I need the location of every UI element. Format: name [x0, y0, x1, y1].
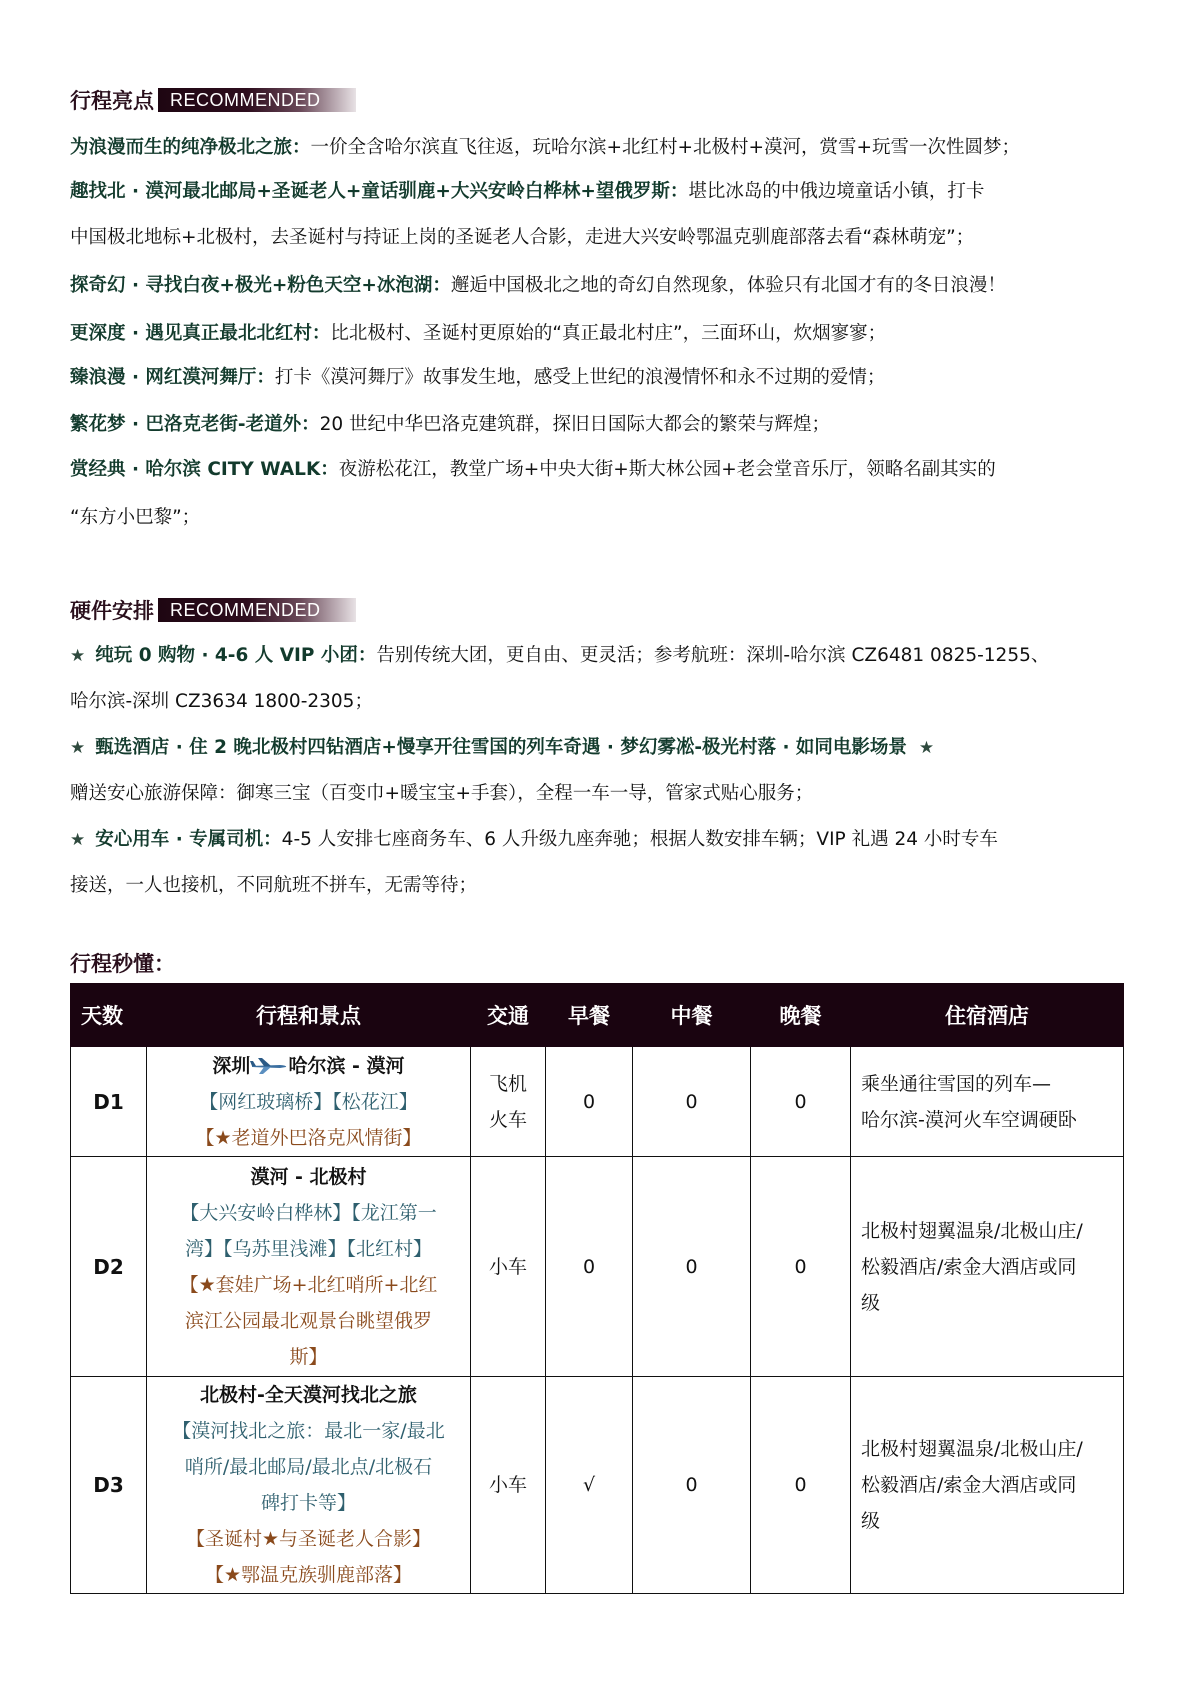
spot-list: 【圣诞村★与圣诞老人合影】: [185, 1528, 432, 1550]
star-icon: ★: [70, 646, 86, 666]
route-cell: [147, 1157, 471, 1377]
transport-cell: 飞机 火车: [471, 1047, 546, 1157]
hotel-cell: 乘坐通往雪国的列车— 哈尔滨-漠河火车空调硬卧: [851, 1047, 1124, 1157]
spot-list: 【网红玻璃桥】【松花江】: [199, 1090, 418, 1113]
spot-list: 【漠河找北之旅：最北一家/最北: [172, 1420, 445, 1442]
spot-list: 湾】【乌苏里浅滩】【北红村】: [184, 1237, 432, 1260]
highlight-item: 更深度 · 遇见真正最北北红村：比北极村、圣诞村更原始的“真正最北村庄”，三面环山，炊烟寥寥；: [70, 323, 887, 344]
highlight-item: 趣找北 · 漠河最北邮局+圣诞老人+童话驯鹿+大兴安岭白桦林+望俄罗斯：堪比冰岛的中俄边境童话小镇，打卡: [70, 181, 985, 202]
highlight-item: 探奇幻 · 寻找白夜+极光+粉色天空+冰泡湖：邂逅中国极北之地的奇幻自然现象，体验只有北国才有的冬日浪漫！: [70, 275, 1006, 296]
spot-list: 【★套娃广场+北红哨所+北红: [179, 1273, 438, 1296]
header-route: 行程和景点: [147, 984, 471, 1047]
dinner-cell: 0: [751, 1157, 851, 1377]
transport-cell: 小车: [471, 1377, 546, 1594]
hardware-item: ★ 甄选酒店 · 住 2 晚北极村四钻酒店+慢享开往雪国的列车奇遇 · 梦幻雾凇-极光村落 · 如同电影场景 ★: [70, 737, 935, 758]
spot-list: 滨江公园最北观景台眺望俄罗: [184, 1309, 432, 1332]
highlights-header: [70, 85, 356, 115]
hardware-item-cont: 赠送安心旅游保障：御寒三宝（百变巾+暖宝宝+手套），全程一车一导，管家式贴心服务；: [70, 783, 814, 804]
highlight-item-cont: 中国极北地标+北极村，去圣诞村与持证上岗的圣诞老人合影，走进大兴安岭鄂温克驯鹿部落去看“森林萌宠”；: [70, 227, 975, 248]
hardware-item-cont: 接送，一人也接机，不同航班不拼车，无需等待；: [70, 875, 478, 896]
spot-list: 哨所/最北邮局/最北点/北极石: [184, 1456, 433, 1478]
dinner-cell: 0: [751, 1377, 851, 1594]
highlight-item: 繁花梦 · 巴洛克老街-老道外：20 世纪中华巴洛克建筑群，探旧日国际大都会的繁荣与辉煌；: [70, 414, 831, 435]
route-cell: [147, 1377, 471, 1594]
recommended-tag: RECOMMENDED: [158, 88, 356, 112]
spot-list: 【★鄂温克族驯鹿部落】: [204, 1564, 413, 1586]
highlight-item: 臻浪漫 · 网红漠河舞厅：打卡《漠河舞厅》故事发生地，感受上世纪的浪漫情怀和永不过期的爱情；: [70, 367, 886, 388]
hotel-cell: 北极村翅翼温泉/北极山庄/ 松毅酒店/索金大酒店或同 级: [851, 1157, 1124, 1377]
airplane-icon: [250, 1057, 288, 1075]
spot-list: 斯】: [289, 1345, 328, 1368]
breakfast-cell: √: [546, 1377, 633, 1594]
table-header-row: [71, 984, 1124, 1047]
breakfast-cell: 0: [546, 1157, 633, 1377]
header-breakfast: 早餐: [546, 984, 633, 1047]
lunch-cell: 0: [633, 1377, 751, 1594]
highlight-item: 为浪漫而生的纯净极北之旅：一价全含哈尔滨直飞往返，玩哈尔滨+北红村+北极村+漠河，赏雪+玩雪一次性圆梦；: [70, 137, 1021, 158]
schedule-table: [70, 983, 1124, 1594]
dinner-cell: 0: [751, 1047, 851, 1157]
star-icon: ★: [918, 738, 935, 758]
day-cell: D1: [71, 1047, 147, 1157]
header-hotel: 住宿酒店: [851, 984, 1124, 1047]
spot-list: 【大兴安岭白桦林】【龙江第一: [180, 1201, 437, 1224]
highlight-item: 赏经典 · 哈尔滨 CITY WALK：夜游松花江，教堂广场+中央大街+斯大林公园+老会堂音乐厅，领略名副其实的: [70, 459, 996, 480]
day-cell: D2: [71, 1157, 147, 1377]
transport-cell: 小车: [471, 1157, 546, 1377]
day-cell: D3: [71, 1377, 147, 1594]
star-icon: ★: [70, 738, 86, 758]
hardware-item: ★ 安心用车 · 专属司机：4-5 人安排七座商务车、6 人升级九座奔驰；根据人数安排车辆；VIP 礼遇 24 小时专车: [70, 829, 998, 850]
table-row: [71, 1047, 1124, 1157]
hardware-item-cont: 哈尔滨-深圳 CZ3634 1800-2305；: [70, 691, 373, 712]
hardware-title: 硬件安排: [70, 599, 154, 623]
table-row: [71, 1157, 1124, 1377]
route-cell: [147, 1047, 471, 1157]
highlights-title: 行程亮点: [70, 89, 154, 113]
breakfast-cell: 0: [546, 1047, 633, 1157]
lunch-cell: 0: [633, 1157, 751, 1377]
header-dinner: 晚餐: [751, 984, 851, 1047]
header-lunch: 中餐: [633, 984, 751, 1047]
star-icon: ★: [70, 830, 86, 850]
spot-list: 碑打卡等】: [260, 1492, 356, 1514]
header-day: 天数: [71, 984, 147, 1047]
spot-list: 【★老道外巴洛克风情街】: [195, 1126, 422, 1149]
route-title: 漠河 - 北极村: [250, 1165, 367, 1188]
table-row: [71, 1377, 1124, 1594]
hotel-cell: 北极村翅翼温泉/北极山庄/ 松毅酒店/索金大酒店或同 级: [851, 1377, 1124, 1594]
schedule-title: 行程秒懂：: [70, 952, 175, 976]
hardware-header: [70, 595, 356, 625]
recommended-tag: RECOMMENDED: [158, 598, 356, 622]
highlight-item-cont: “东方小巴黎”；: [70, 507, 201, 528]
lunch-cell: 0: [633, 1047, 751, 1157]
header-transport: 交通: [471, 984, 546, 1047]
route-title: 北极村-全天漠河找北之旅: [200, 1384, 417, 1406]
hardware-item: ★ 纯玩 0 购物 · 4-6 人 VIP 小团：告别传统大团，更自由、更灵活；参考航班：深圳-哈尔滨 CZ6481 0825-1255、: [70, 645, 1050, 666]
route-title: 深圳 哈尔滨 - 漠河: [212, 1054, 405, 1077]
